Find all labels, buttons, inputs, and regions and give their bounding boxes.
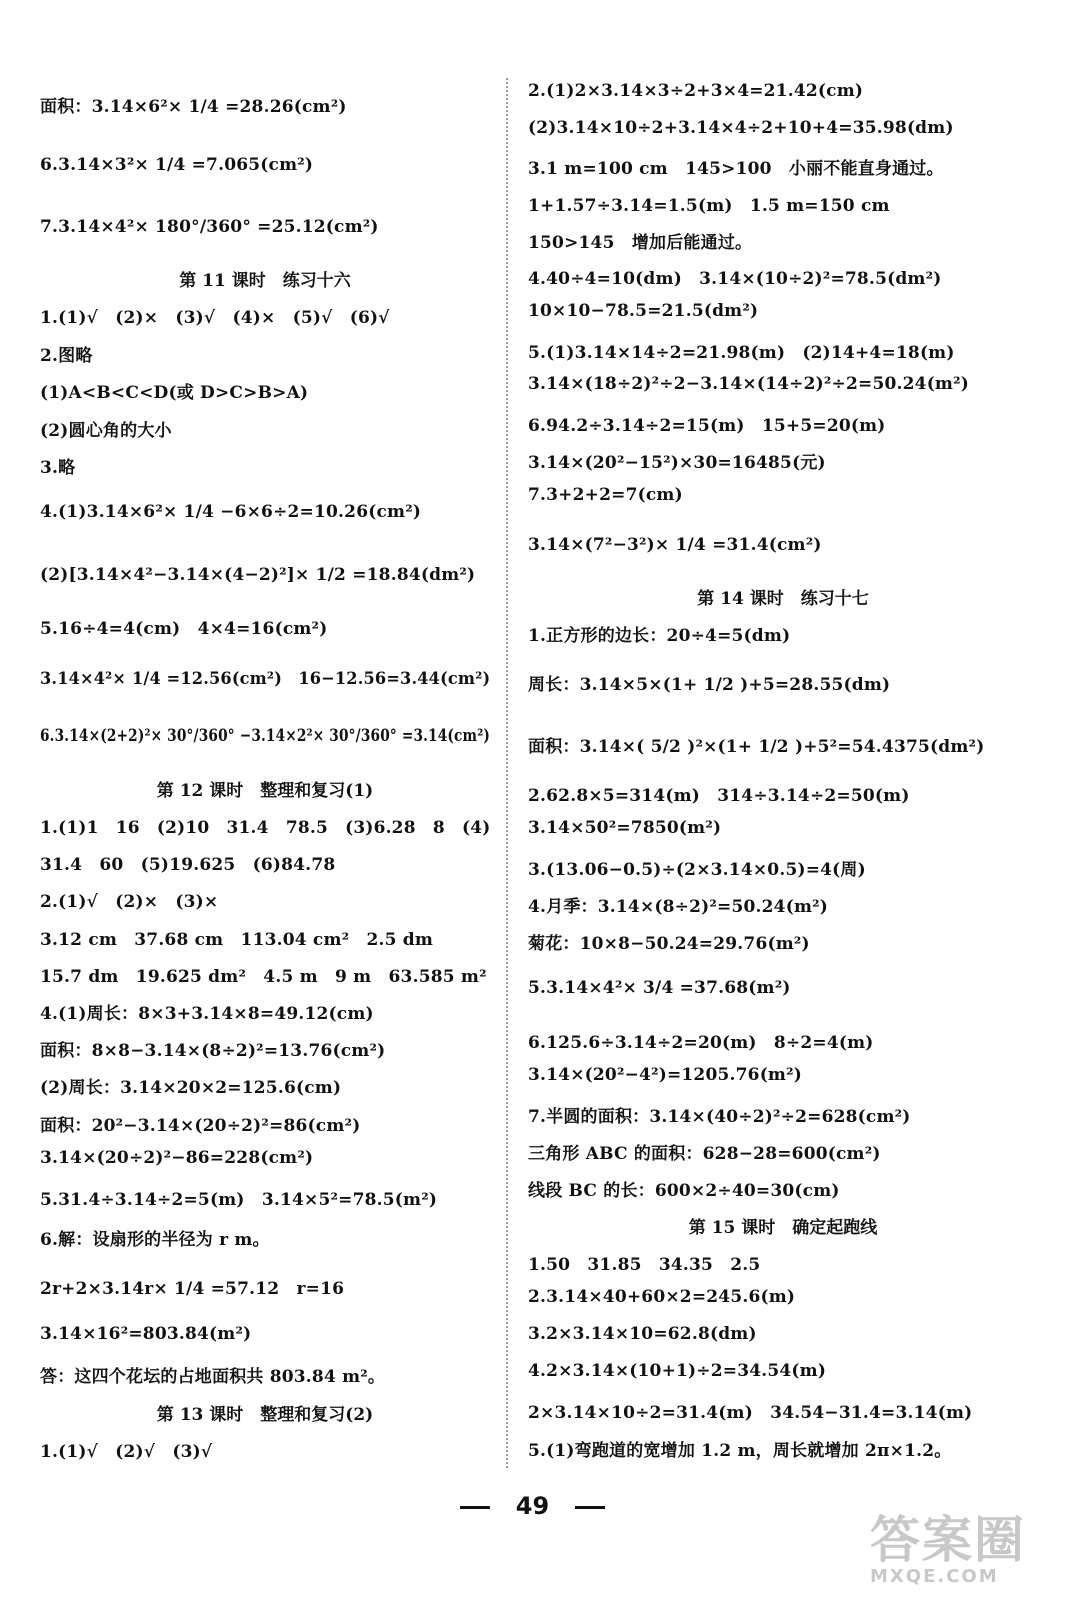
answer-line: 3.2×3.14×10=62.8(dm) (528, 1324, 757, 1344)
answer-line: 三角形 ABC 的面积：628−28=600(cm²) (528, 1144, 881, 1164)
answer-line: 面积：3.14×6²× 1/4 =28.26(cm²) (40, 97, 347, 117)
answer-line: (2)3.14×10÷2+3.14×4÷2+10+4=35.98(dm) (528, 118, 954, 138)
section-heading: 第 13 课时 整理和复习(2) (156, 1405, 374, 1425)
answer-line: 7.3.14×4²× 180°/360° =25.12(cm²) (40, 217, 379, 237)
answer-line: 3.(13.06−0.5)÷(2×3.14×0.5)=4(周) (528, 860, 866, 880)
answer-line: (2)圆心角的大小 (40, 421, 172, 441)
answer-line: 2.3.14×40+60×2=245.6(m) (528, 1287, 796, 1307)
answer-line: 31.4 60 (5)19.625 (6)84.78 (40, 855, 336, 875)
answer-line: 1+1.57÷3.14=1.5(m) 1.5 m=150 cm (528, 196, 890, 216)
answer-line: 6.94.2÷3.14÷2=15(m) 15+5=20(m) (528, 416, 886, 436)
answer-line: 面积：20²−3.14×(20÷2)²=86(cm²) (40, 1116, 361, 1136)
answer-line: 4.(1)3.14×6²× 1/4 −6×6÷2=10.26(cm²) (40, 502, 422, 522)
answer-line: 2.(1)√ (2)× (3)× (40, 892, 219, 912)
answer-line: 4.40÷4=10(dm) 3.14×(10÷2)²=78.5(dm²) (528, 269, 942, 289)
answer-line: 6.125.6÷3.14÷2=20(m) 8÷2=4(m) (528, 1033, 874, 1053)
answer-line: 3.14×(20²−15²)×30=16485(元) (528, 453, 826, 473)
answer-line: 5.16÷4=4(cm) 4×4=16(cm²) (40, 619, 328, 639)
answer-line: 150>145 增加后能通过。 (528, 233, 753, 253)
answer-line: 4.2×3.14×(10+1)÷2=34.54(m) (528, 1361, 827, 1381)
watermark-url: MXQE.COM (870, 1566, 999, 1587)
answer-line: 线段 BC 的长：600×2÷40=30(cm) (528, 1181, 840, 1201)
answer-line: 3.12 cm 37.68 cm 113.04 cm² 2.5 dm (40, 930, 434, 950)
answer-line: 2.(1)2×3.14×3÷2+3×4=21.42(cm) (528, 81, 864, 101)
answer-line: 2r+2×3.14r× 1/4 =57.12 r=16 (40, 1279, 345, 1299)
answer-line: 6.3.14×3²× 1/4 =7.065(cm²) (40, 155, 314, 175)
page-number-dash-right (575, 1506, 605, 1509)
answer-line: 2.62.8×5=314(m) 314÷3.14÷2=50(m) (528, 786, 910, 806)
answer-line: (1)A<B<C<D(或 D>C>B>A) (40, 383, 309, 403)
answer-line: 1.正方形的边长：20÷4=5(dm) (528, 626, 791, 646)
answer-line: 3.14×4²× 1/4 =12.56(cm²) 16−12.56=3.44(cm²) (40, 669, 491, 689)
section-heading: 第 14 课时 练习十七 (697, 589, 869, 609)
section-heading: 第 11 课时 练习十六 (179, 271, 351, 291)
answer-line: 6.3.14×(2+2)²× 30°/360° −3.14×2²× 30°/360° =3.14(cm²) (40, 726, 490, 746)
watermark-text: 答案圈 (870, 1511, 1026, 1569)
answer-line: 5.(1)3.14×14÷2=21.98(m) (2)14+4=18(m) (528, 343, 955, 363)
answer-line: 5.3.14×4²× 3/4 =37.68(m²) (528, 978, 791, 998)
answer-line: 5.(1)弯跑道的宽增加 1.2 m，周长就增加 2π×1.2。 (528, 1441, 952, 1461)
answer-line: 3.14×(18÷2)²÷2−3.14×(14÷2)²÷2=50.24(m²) (528, 374, 970, 394)
answer-line: 1.(1)1 16 (2)10 31.4 78.5 (3)6.28 8 (4) (40, 818, 491, 838)
answer-line: 3.14×(7²−3²)× 1/4 =31.4(cm²) (528, 535, 822, 555)
answer-line: 菊花：10×8−50.24=29.76(m²) (528, 934, 810, 954)
answer-line: 1.50 31.85 34.35 2.5 (528, 1255, 761, 1275)
section-heading: 第 15 课时 确定起跑线 (688, 1218, 878, 1238)
answer-line: 3.14×(20²−4²)=1205.76(m²) (528, 1065, 803, 1085)
answer-line: 周长：3.14×5×(1+ 1/2 )+5=28.55(dm) (528, 675, 891, 695)
answer-line: 2.图略 (40, 346, 93, 366)
answer-line: 7.3+2+2=7(cm) (528, 485, 683, 505)
page-number-text: 49 (515, 1492, 550, 1520)
answer-line: 6.解：设扇形的半径为 r m。 (40, 1230, 270, 1250)
answer-line: 答：这四个花坛的占地面积共 803.84 m²。 (40, 1367, 386, 1387)
answer-line: 面积：8×8−3.14×(8÷2)²=13.76(cm²) (40, 1041, 386, 1061)
column-divider (506, 78, 508, 1468)
answer-line: 面积：3.14×( 5/2 )²×(1+ 1/2 )+5²=54.4375(dm²) (528, 737, 985, 757)
answer-line: 3.14×16²=803.84(m²) (40, 1324, 252, 1344)
answer-line: 3.1 m=100 cm 145>100 小丽不能直身通过。 (528, 159, 944, 179)
section-heading: 第 12 课时 整理和复习(1) (156, 781, 374, 801)
watermark-logo (870, 1500, 1050, 1592)
answer-line: 1.(1)√ (2)√ (3)√ (40, 1442, 213, 1462)
answer-line: 7.半圆的面积：3.14×(40÷2)²÷2=628(cm²) (528, 1107, 911, 1127)
answer-line: 3.略 (40, 458, 76, 478)
answer-line: 10×10−78.5=21.5(dm²) (528, 301, 759, 321)
answer-line: (2)[3.14×4²−3.14×(4−2)²]× 1/2 =18.84(dm²) (40, 565, 476, 585)
answer-line: 2×3.14×10÷2=31.4(m) 34.54−31.4=3.14(m) (528, 1403, 973, 1423)
answer-line: 3.14×50²=7850(m²) (528, 818, 722, 838)
answer-line: 4.月季：3.14×(8÷2)²=50.24(m²) (528, 897, 829, 917)
answer-line: (2)周长：3.14×20×2=125.6(cm) (40, 1078, 342, 1098)
answer-line: 1.(1)√ (2)× (3)√ (4)× (5)√ (6)√ (40, 308, 390, 328)
answer-line: 5.31.4÷3.14÷2=5(m) 3.14×5²=78.5(m²) (40, 1190, 438, 1210)
answer-line: 4.(1)周长：8×3+3.14×8=49.12(cm) (40, 1004, 374, 1024)
answer-line: 15.7 dm 19.625 dm² 4.5 m 9 m 63.585 m² (40, 967, 487, 987)
answer-line: 3.14×(20÷2)²−86=228(cm²) (40, 1148, 314, 1168)
page-number-dash-left (460, 1506, 490, 1509)
